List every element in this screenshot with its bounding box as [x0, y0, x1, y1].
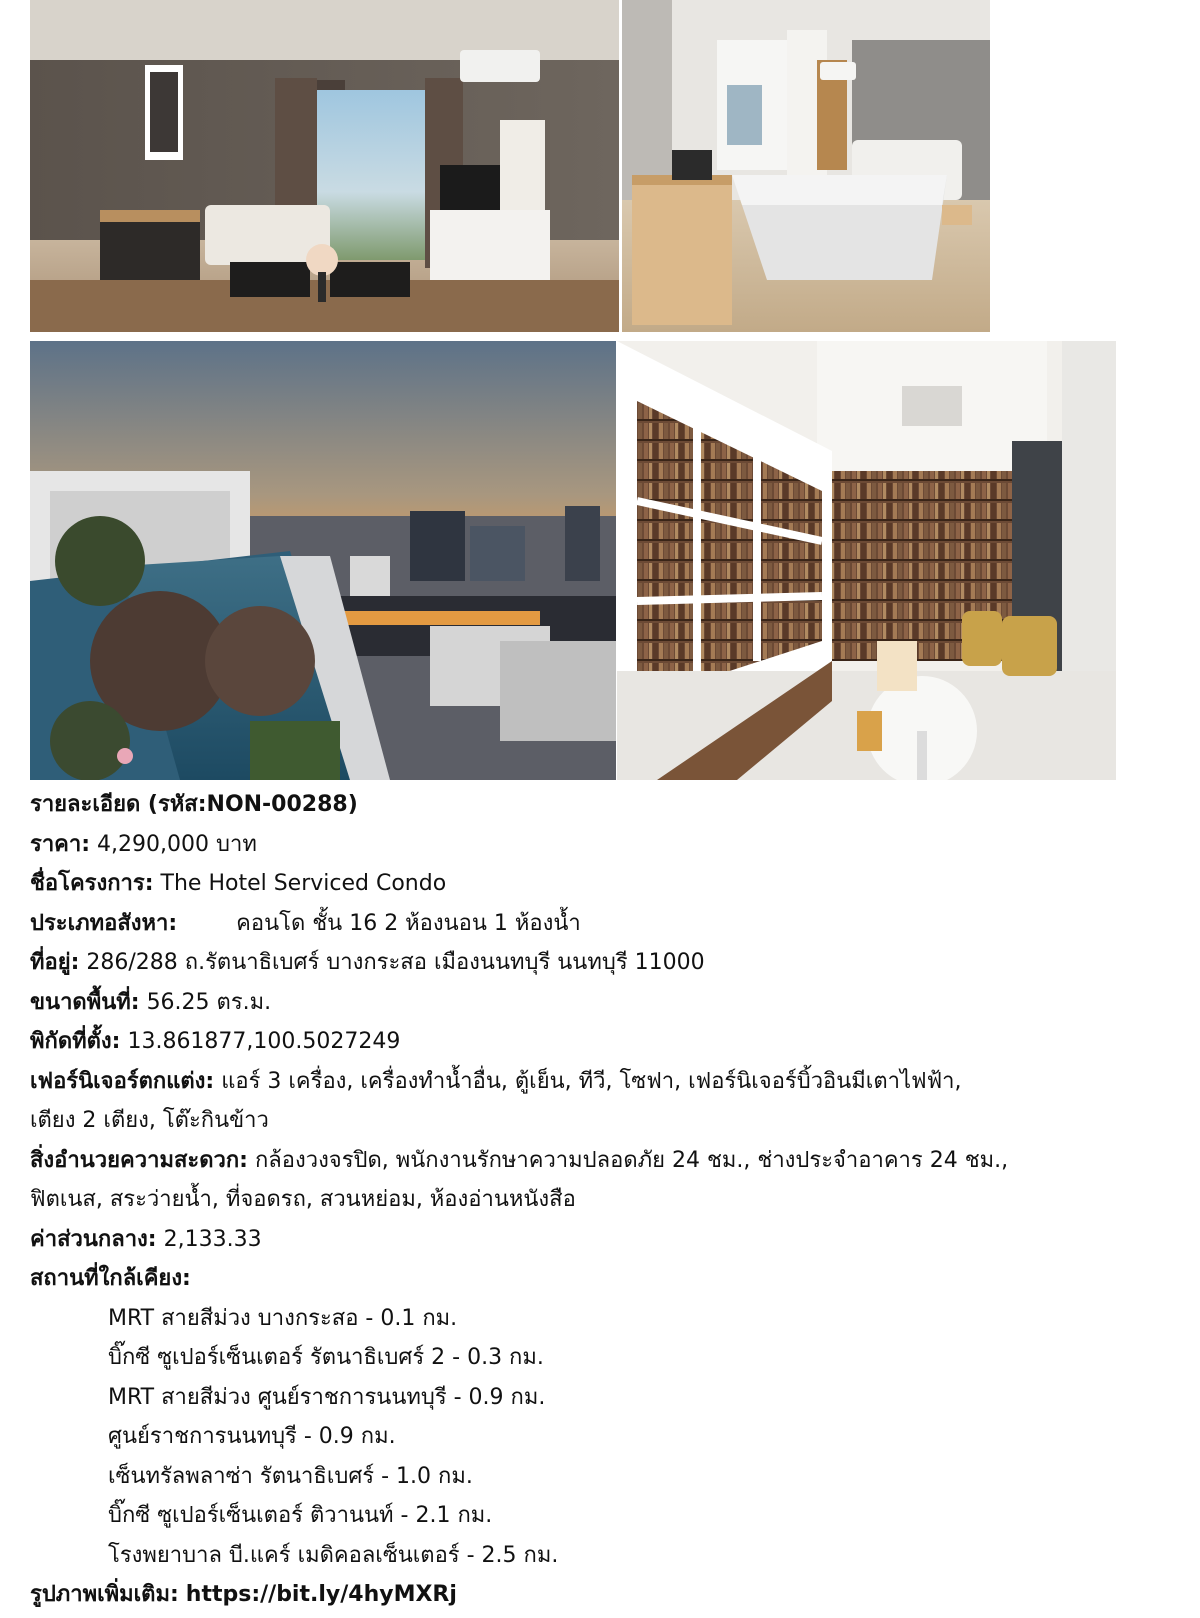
library-photo — [617, 341, 1116, 780]
facilities-value-line2: ฟิตเนส, สระว่ายน้ำ, ที่จอดรถ, สวนหย่อม, ห้องอ่านหนังสือ — [30, 1187, 576, 1212]
nearby-item: เซ็นทรัลพลาซ่า รัตนาธิเบศร์ - 1.0 กม. — [108, 1463, 473, 1489]
price-row — [30, 825, 1180, 865]
facilities-value-line1: กล้องวงจรปิด, พนักงานรักษาความปลอดภัย 24 ชม., ช่างประจำอาคาร 24 ชม., — [254, 1147, 1009, 1173]
location-value: 13.861877,100.5027249 — [127, 1029, 401, 1054]
bedroom-photo — [622, 0, 990, 332]
nearby-item: MRT สายสีม่วง บางกระสอ - 0.1 กม. — [108, 1305, 458, 1331]
furniture-value-line1: แอร์ 3 เครื่อง, เครื่องทำน้ำอื่น, ตู้เย็น, ทีวี, โซฟา, เฟอร์นิเจอร์บิ้วอินมีเตาไฟฟ้า, — [221, 1068, 962, 1094]
nearby-item: โรงพยาบาล บี.แคร์ เมดิคอลเซ็นเตอร์ - 2.5 กม. — [108, 1542, 559, 1568]
nearby-item: ศูนย์ราชการนนทบุรี - 0.9 กม. — [108, 1424, 396, 1449]
listing-details — [30, 785, 1180, 1615]
project-label: ชื่อโครงการ: — [30, 871, 154, 896]
furniture-label: เฟอร์นิเจอร์ตกแต่ง: — [30, 1068, 215, 1094]
living-room-photo — [30, 0, 619, 332]
listing-heading: รายละเอียด (รหัส:NON-00288) — [30, 792, 358, 817]
furniture-row — [30, 1062, 1180, 1102]
more-photos-row — [30, 1575, 1180, 1615]
property-type-label: ประเภทอสังหา: — [30, 910, 178, 936]
nearby-item: บิ๊กซี ซูเปอร์เซ็นเตอร์ รัตนาธิเบศร์ 2 - 0.3 กม. — [108, 1345, 544, 1370]
area-label: ขนาดพื้นที่: — [30, 989, 140, 1015]
facilities-label: สิ่งอำนวยความสะดวก: — [30, 1147, 248, 1173]
rooftop-pool-photo — [30, 341, 616, 780]
nearby-list — [30, 1299, 1180, 1576]
price-label: ราคา: — [30, 831, 91, 857]
area-row — [30, 983, 1180, 1023]
property-type-value: คอนโด ชั้น 16 2 ห้องนอน 1 ห้องน้ำ — [236, 910, 581, 936]
project-row — [30, 864, 1180, 904]
property-type-row — [30, 904, 1180, 944]
location-row — [30, 1022, 1180, 1062]
address-value: 286/288 ถ.รัตนาธิเบศร์ บางกระสอ เมืองนนทบุรี นนทบุรี 11000 — [86, 950, 705, 975]
facilities-row — [30, 1141, 1180, 1181]
project-value: The Hotel Serviced Condo — [160, 871, 447, 896]
area-value: 56.25 ตร.ม. — [146, 989, 272, 1015]
price-value: 4,290,000 บาท — [97, 831, 257, 857]
location-label: พิกัดที่ตั้ง: — [30, 1029, 121, 1054]
common-fee-row — [30, 1220, 1180, 1260]
more-photos-link[interactable]: https://bit.ly/4hyMXRj — [185, 1582, 457, 1607]
address-row — [30, 943, 1180, 983]
nearby-item: บิ๊กซี ซูเปอร์เซ็นเตอร์ ติวานนท์ - 2.1 กม. — [108, 1503, 493, 1528]
nearby-label: สถานที่ใกล้เคียง: — [30, 1266, 191, 1291]
nearby-item: MRT สายสีม่วง ศูนย์ราชการนนทบุรี - 0.9 กม. — [108, 1384, 546, 1410]
furniture-value-line2: เตียง 2 เตียง, โต๊ะกินข้าว — [30, 1108, 269, 1133]
common-fee-value: 2,133.33 — [163, 1226, 262, 1252]
address-label: ที่อยู่: — [30, 950, 80, 975]
common-fee-label: ค่าส่วนกลาง: — [30, 1226, 157, 1252]
more-photos-label: รูปภาพเพิ่มเติม: — [30, 1582, 179, 1607]
